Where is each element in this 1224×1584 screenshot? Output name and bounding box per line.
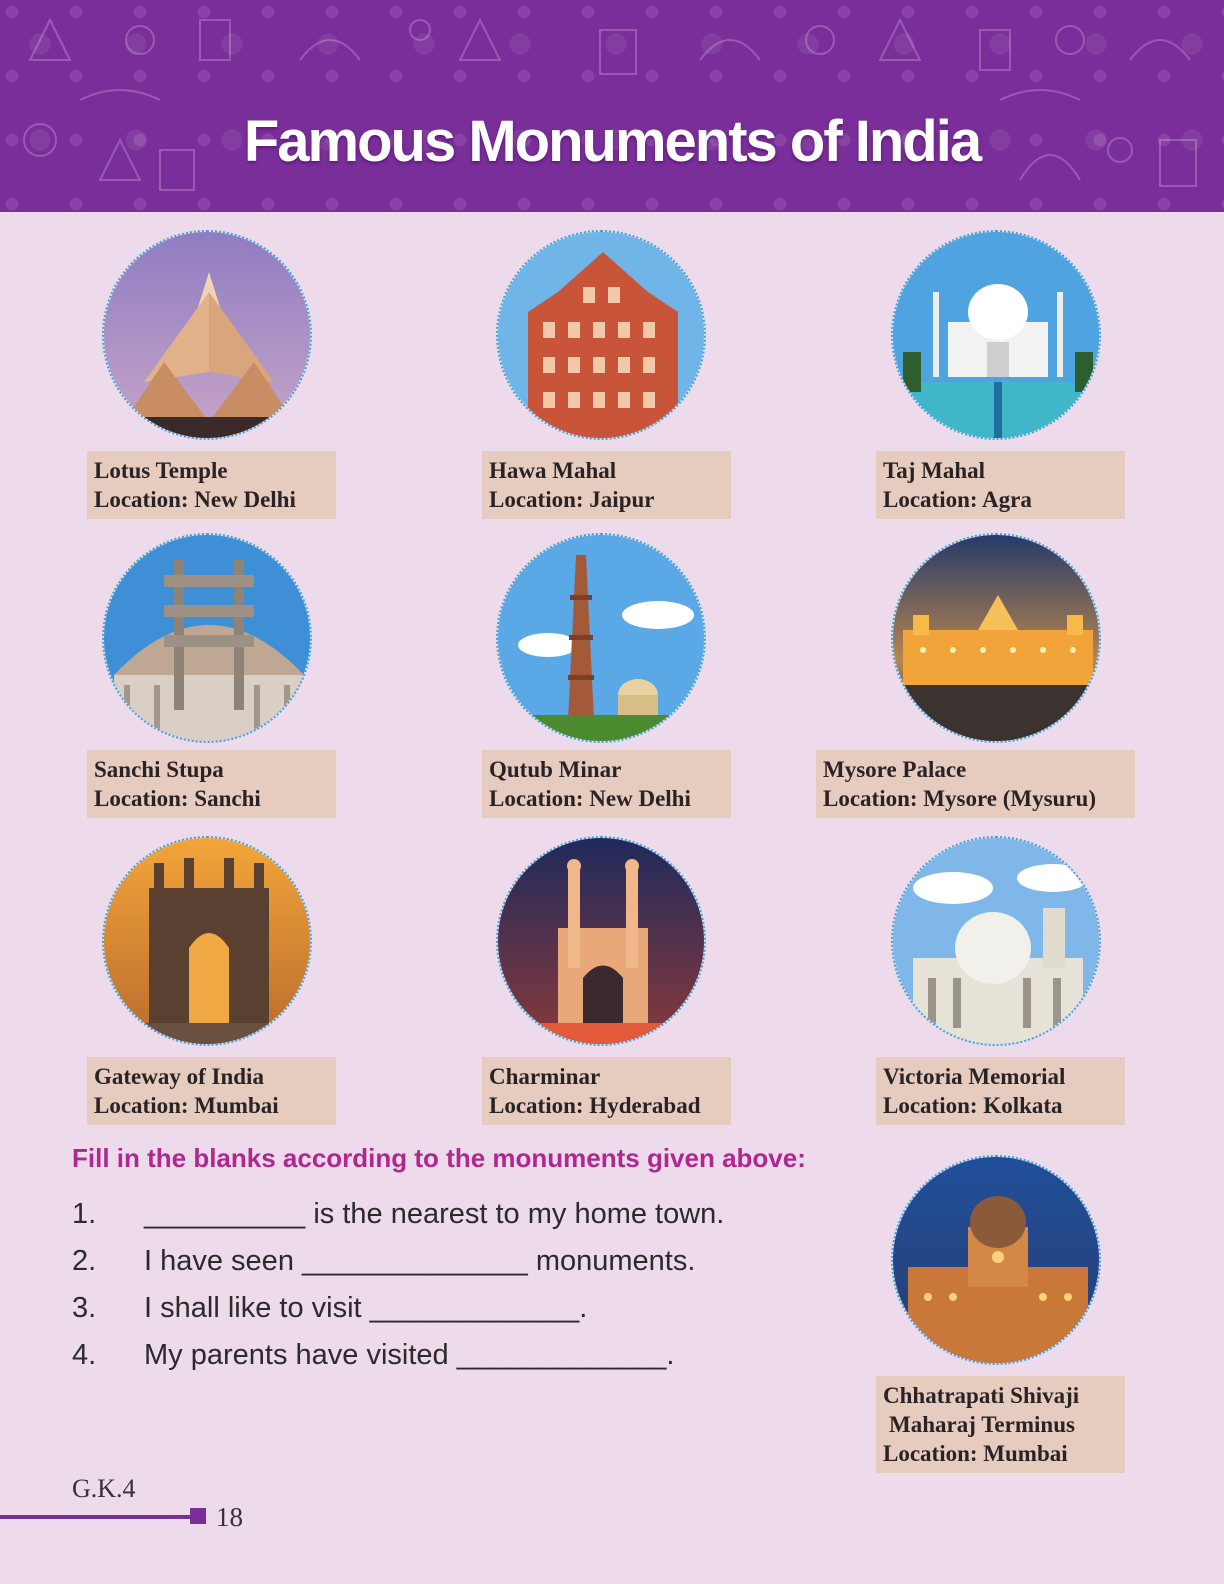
footer-divider [0,1515,192,1519]
monument-location: Location: New Delhi [489,786,691,811]
question-text: I have seen ______________ monuments. [144,1245,696,1277]
monument-name-line2: Maharaj Terminus [889,1412,1075,1437]
monument-location: Location: Hyderabad [489,1093,701,1118]
monument-label [482,451,731,519]
hawa-mahal-image [496,230,706,440]
question-number: 4. [72,1339,97,1371]
monument-name: Lotus Temple [94,458,228,483]
mysore-palace-image [891,533,1101,743]
question-text: My parents have visited _____________. [144,1339,675,1371]
charminar-image [496,836,706,1046]
monument-name: Hawa Mahal [489,458,617,483]
monument-location: Location: Mumbai [94,1093,279,1118]
question-item [72,1245,695,1278]
question-number: 1. [72,1198,97,1230]
monument-location: Location: Kolkata [883,1093,1063,1118]
monument-label [482,750,731,818]
question-text: I shall like to visit _____________. [144,1292,588,1324]
monument-name: Taj Mahal [883,458,986,483]
question-item [72,1292,587,1325]
doodle-pattern [0,0,1224,212]
monument-label [87,451,336,519]
question-text: __________ is the nearest to my home town. [144,1198,725,1230]
monument-name: Sanchi Stupa [94,757,224,782]
monument-location: Location: Sanchi [94,786,261,811]
footer-square-marker [190,1508,206,1524]
monument-name: Gateway of India [94,1064,264,1089]
monument-location: Location: New Delhi [94,487,296,512]
victoria-memorial-image [891,836,1101,1046]
monument-label [876,1057,1125,1125]
monument-label [876,1376,1125,1473]
monument-label [87,750,336,818]
exercise-heading: Fill in the blanks according to the monuments given above: [72,1143,806,1173]
header-banner [0,0,1224,212]
page-number: 18 [216,1502,243,1532]
monument-label [876,451,1125,519]
monument-name: Chhatrapati Shivaji [883,1383,1080,1408]
chhatrapati-shivaji-terminus-image [891,1155,1101,1365]
question-number: 2. [72,1245,97,1277]
monument-name: Qutub Minar [489,757,622,782]
page-title: Famous Monuments of India [243,109,981,174]
monument-label [482,1057,731,1125]
qutub-minar-image [496,533,706,743]
monument-location: Location: Mysore (Mysuru) [823,786,1096,811]
monument-name: Mysore Palace [823,757,967,782]
monument-location: Location: Agra [883,487,1032,512]
question-item [72,1339,674,1372]
lotus-temple-image [102,230,312,440]
monument-label [87,1057,336,1125]
question-item [72,1198,724,1231]
monument-label [816,750,1135,818]
sanchi-stupa-image [102,533,312,743]
taj-mahal-image [891,230,1101,440]
monument-name: Charminar [489,1064,601,1089]
book-code: G.K.4 [72,1474,136,1503]
monument-location: Location: Jaipur [489,487,655,512]
gateway-of-india-image [102,836,312,1046]
monument-name: Victoria Memorial [883,1064,1066,1089]
question-number: 3. [72,1292,97,1324]
monument-location: Location: Mumbai [883,1441,1068,1466]
